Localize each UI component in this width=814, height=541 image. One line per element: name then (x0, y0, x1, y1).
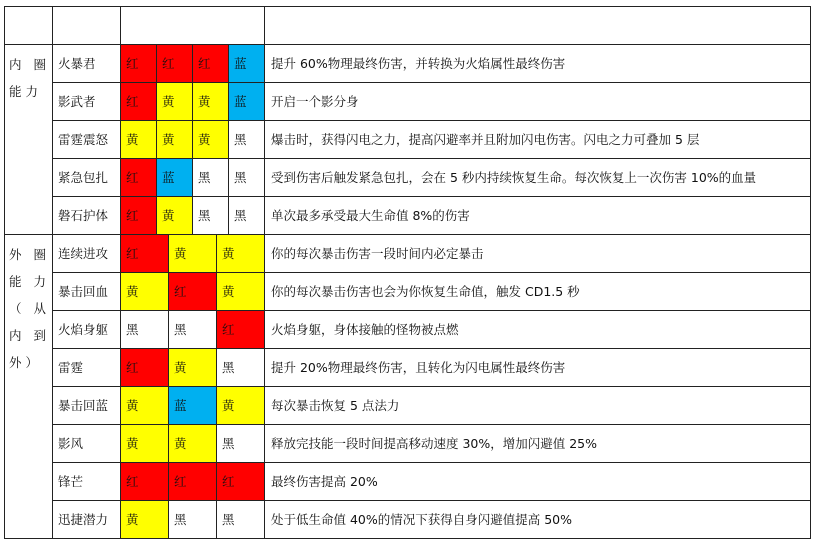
color-cell: 黄 (169, 235, 217, 272)
color-cell: 黄 (169, 349, 217, 386)
color-cell-group (121, 273, 265, 311)
color-cell: 黑 (217, 349, 264, 386)
color-cell: 黑 (229, 197, 265, 235)
color-cell: 红 (121, 159, 157, 197)
color-cell: 红 (169, 273, 217, 310)
ability-description: 提升 20%物理最终伤害，且转化为闪电属性最终伤害 (265, 349, 811, 387)
color-cell-group (121, 501, 265, 539)
color-cell: 黄 (157, 83, 193, 121)
table-row (5, 235, 811, 273)
color-cell: 黄 (217, 273, 264, 310)
color-cell: 红 (121, 235, 169, 272)
color-cell: 黄 (193, 83, 229, 121)
ability-description: 你的每次暴击伤害一段时间内必定暴击 (265, 235, 811, 273)
color-cell: 黄 (217, 387, 264, 424)
ability-name: 雷霆震怒 (53, 121, 121, 159)
color-cell: 黑 (121, 311, 169, 348)
color-cell-group (121, 425, 265, 463)
color-cell: 黄 (193, 121, 229, 159)
ability-name: 锋芒 (53, 463, 121, 501)
color-cell: 黑 (169, 311, 217, 348)
ability-name: 火焰身躯 (53, 311, 121, 349)
section-outer-label: 外 圈 能 力 （ 从 内 到 外） (5, 235, 53, 539)
color-cell: 红 (217, 311, 264, 348)
color-cell: 黑 (229, 159, 265, 197)
header-cell (53, 7, 121, 45)
ability-description: 每次暴击恢复 5 点法力 (265, 387, 811, 425)
ability-description: 受到伤害后触发紧急包扎，会在 5 秒内持续恢复生命。每次恢复上一次伤害 10%的血量 (265, 159, 811, 197)
ability-description: 爆击时，获得闪电之力，提高闪避率并且附加闪电伤害。闪电之力可叠加 5 层 (265, 121, 811, 159)
ability-table (4, 6, 811, 539)
color-cell: 黄 (121, 387, 169, 424)
table-row (5, 159, 811, 197)
color-cell: 黑 (169, 501, 217, 538)
color-cell-group (121, 235, 265, 273)
color-cell: 红 (121, 349, 169, 386)
ability-name: 雷霆 (53, 349, 121, 387)
ability-description: 提升 60%物理最终伤害，并转换为火焰属性最终伤害 (265, 45, 811, 83)
color-cell: 黑 (217, 425, 264, 462)
color-cell: 红 (121, 197, 157, 235)
table-row (5, 197, 811, 235)
table-row (5, 45, 811, 83)
ability-description: 火焰身躯，身体接触的怪物被点燃 (265, 311, 811, 349)
color-cell: 黄 (157, 197, 193, 235)
ability-description: 你的每次暴击伤害也会为你恢复生命值，触发 CD1.5 秒 (265, 273, 811, 311)
color-cell-group (121, 387, 265, 425)
color-cell: 蓝 (169, 387, 217, 424)
table-row (5, 463, 811, 501)
table-row (5, 273, 811, 311)
table-row (5, 121, 811, 159)
color-cell: 红 (169, 463, 217, 500)
color-cell: 蓝 (157, 159, 193, 197)
ability-name: 暴击回血 (53, 273, 121, 311)
color-cell: 黄 (121, 501, 169, 538)
color-cell: 红 (121, 463, 169, 500)
color-cell: 黑 (229, 121, 265, 159)
color-cell-group (121, 311, 265, 349)
ability-name: 影武者 (53, 83, 121, 121)
color-cell: 黑 (193, 159, 229, 197)
ability-name: 影风 (53, 425, 121, 463)
table-row (5, 501, 811, 539)
color-cell: 红 (121, 45, 157, 83)
table-row (5, 349, 811, 387)
color-cell: 蓝 (229, 45, 265, 83)
color-cell: 黑 (217, 501, 264, 538)
header-row (5, 7, 811, 45)
ability-description: 开启一个影分身 (265, 83, 811, 121)
color-cell: 红 (217, 463, 264, 500)
ability-name: 磐石护体 (53, 197, 121, 235)
ability-description: 处于低生命值 40%的情况下获得自身闪避值提高 50% (265, 501, 811, 539)
table-row (5, 425, 811, 463)
ability-name: 紧急包扎 (53, 159, 121, 197)
color-cell: 黄 (157, 121, 193, 159)
color-cell: 黄 (217, 235, 264, 272)
color-cell: 黑 (193, 197, 229, 235)
color-cell-group (121, 349, 265, 387)
color-cell: 红 (157, 45, 193, 83)
color-cell: 黄 (169, 425, 217, 462)
ability-description: 单次最多承受最大生命值 8%的伤害 (265, 197, 811, 235)
header-cell (265, 7, 811, 45)
table-row (5, 311, 811, 349)
color-cell: 黄 (121, 425, 169, 462)
color-cell-group (121, 463, 265, 501)
ability-description: 最终伤害提高 20% (265, 463, 811, 501)
ability-name: 迅捷潜力 (53, 501, 121, 539)
ability-name: 暴击回蓝 (53, 387, 121, 425)
ability-description: 释放完技能一段时间提高移动速度 30%，增加闪避值 25% (265, 425, 811, 463)
section-inner-label: 内 圈 能力 (5, 45, 53, 235)
header-cell (5, 7, 53, 45)
header-cell (121, 7, 265, 45)
table-row (5, 83, 811, 121)
table-row (5, 387, 811, 425)
color-cell: 红 (193, 45, 229, 83)
ability-name: 火暴君 (53, 45, 121, 83)
color-cell: 红 (121, 83, 157, 121)
color-cell: 黄 (121, 273, 169, 310)
ability-name: 连续进攻 (53, 235, 121, 273)
color-cell: 蓝 (229, 83, 265, 121)
color-cell: 黄 (121, 121, 157, 159)
